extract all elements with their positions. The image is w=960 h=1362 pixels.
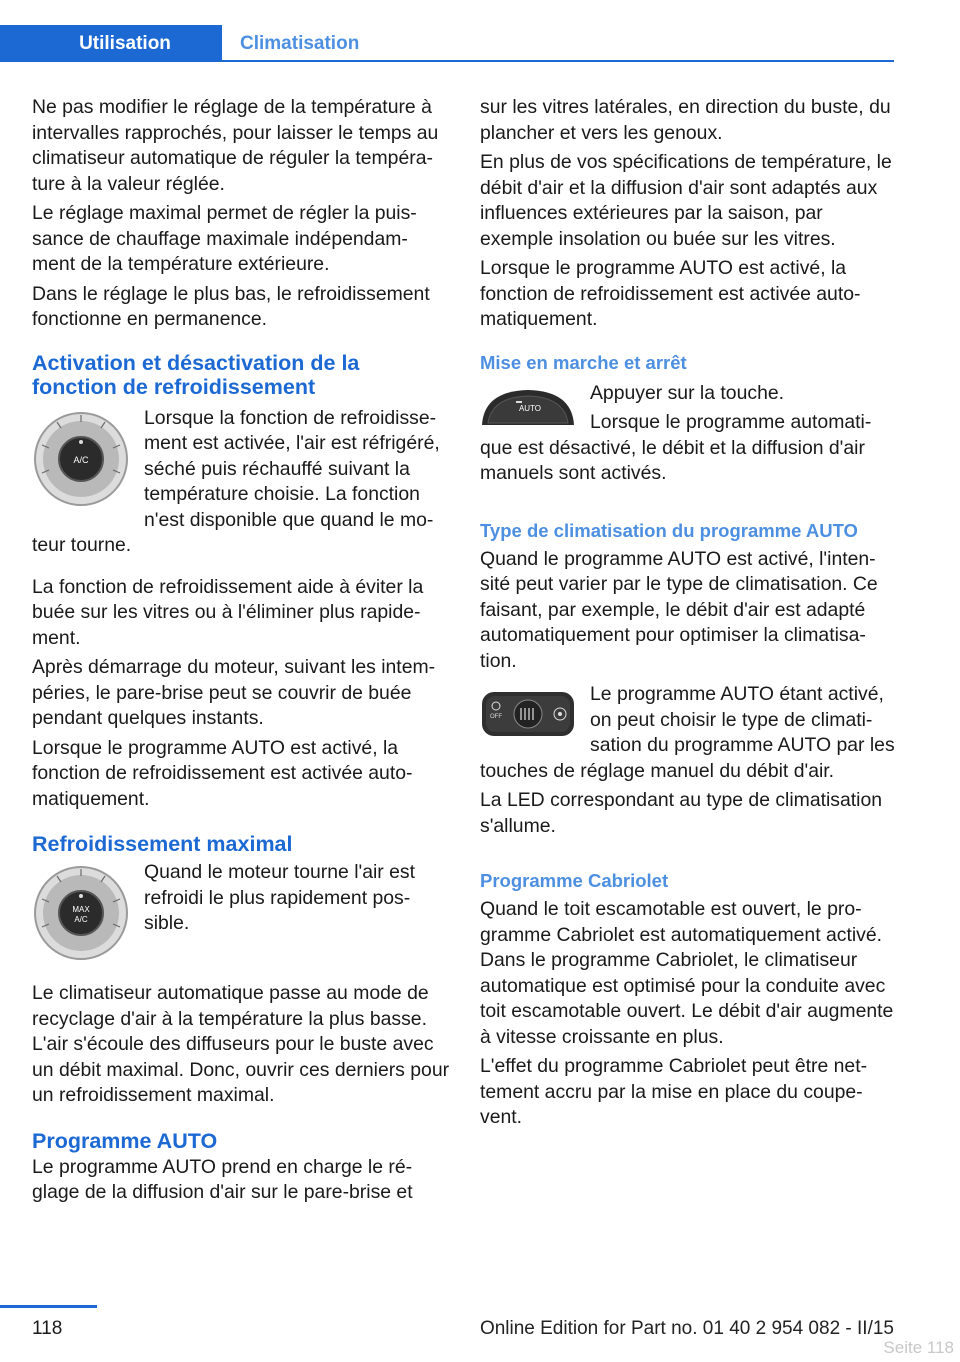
- max-block: [32, 860, 450, 937]
- right-column: [480, 95, 898, 1135]
- paragraph: Quand le toit escamotable est ouvert, le pro‐ gramme Cabriolet est automatiquement activé. Dans le programme Cabriolet, le climatiseur automatique est optimisé pour la conduite avec toit escamotable ouvert. Le débit d'air augmente à vitesse croissante en plus.: [480, 898, 894, 1048]
- paragraph: La fonction de refroidissement aide à éviter la buée sur les vitres ou à l'éliminer plus rapide‐ ment.: [32, 575, 424, 649]
- fan-speed-controls-icon: [480, 686, 576, 747]
- heading-programme-cabriolet: Programme Cabriolet: [480, 870, 669, 891]
- max-ac-button-icon: [32, 864, 130, 967]
- off-icon-label: OFF: [490, 714, 502, 720]
- watermark: Seite 118: [883, 1338, 954, 1357]
- tab-utilisation[interactable]: Utilisation: [0, 25, 222, 62]
- paragraph: Quand le programme AUTO est activé, l'inten‐ sité peut varier par le type de climatisation. Ce faisant, par exemple, le débit d'air est adapté automatiquement pour optimiser la climatisa‐ tion.: [480, 547, 878, 672]
- ac-button-icon: [32, 410, 130, 513]
- paragraph: L'effet du programme Cabriolet peut être net‐ tement accru par la mise en place du coupe‐ vent.: [480, 1055, 868, 1128]
- paragraph: Ne pas modifier le réglage de la température à intervalles rapprochés, pour laisser le temps au climatiseur automatique de réguler la tempéra‐ ture à la valeur réglée.: [32, 96, 439, 195]
- auto-icon-label: AUTO: [518, 403, 542, 413]
- paragraph: Quand le moteur tourne l'air est refroidi le plus rapidement pos‐ sible.: [144, 861, 416, 934]
- footer-rule: [0, 1305, 97, 1308]
- tab-climatisation[interactable]: Climatisation: [240, 32, 360, 54]
- paragraph: Dans le réglage le plus bas, le refroidissement fonctionne en permanence.: [32, 282, 430, 330]
- paragraph: Appuyer sur la touche.: [590, 381, 785, 404]
- left-column: [32, 95, 450, 1210]
- page-number: 118: [32, 1318, 63, 1339]
- paragraph: Le programme AUTO prend en charge le ré‐ glage de la diffusion d'air sur le pare-brise et: [32, 1155, 413, 1203]
- paragraph: La LED correspondant au type de climatisation s'allume.: [480, 789, 883, 837]
- paragraph: Après démarrage du moteur, suivant les intem‐ péries, le pare-brise peut se couvrir de buée pendant quelques instants.: [32, 656, 436, 729]
- paragraph: Lorsque le programme AUTO est activé, la fonction de refroidissement est activée auto‐ matiquement.: [32, 736, 413, 810]
- mise-block: [480, 381, 898, 487]
- paragraph: sur les vitres latérales, en direction du buste, du plancher et vers les genoux.: [480, 96, 891, 144]
- heading-programme-auto: Programme AUTO: [32, 1128, 218, 1153]
- edition-text: Online Edition for Part no. 01 40 2 954 082 - II/15: [479, 1318, 894, 1339]
- type-block: [480, 682, 898, 784]
- activation-block: [32, 406, 450, 559]
- paragraph: Le programme AUTO étant activé, on peut choisir le type de climati‐ sation du programme AUTO par les touches de réglage manuel du débit d'air.: [480, 683, 895, 782]
- header-rule: [222, 60, 894, 62]
- paragraph: Le réglage maximal permet de régler la puis‐ sance de chauffage maximale indépendam‐ ment de la température extérieure.: [32, 202, 417, 275]
- max-icon-label-1: MAX: [72, 905, 90, 914]
- paragraph: Lorsque le programme AUTO est activé, la fonction de refroidissement est activée auto‐ matiquement.: [480, 257, 861, 330]
- heading-mise-en-marche: Mise en marche et arrêt: [480, 351, 687, 373]
- heading-type-climatisation: Type de climatisation du programme AUTO: [480, 519, 858, 541]
- paragraph: Lorsque le programme automati‐ que est désactivé, le débit et la diffusion d'air manuels sont activés.: [480, 411, 872, 484]
- paragraph: En plus de vos spécifications de température, le débit d'air et la diffusion d'air sont adaptés aux influences extérieures par la saison, par exemple insolation ou buée sur les vitres.: [480, 151, 892, 250]
- page-header: [0, 0, 960, 62]
- ac-icon-label: A/C: [73, 454, 89, 465]
- paragraph: Lorsque la fonction de refroidisse‐ ment est activée, l'air est réfrigéré, séché puis réchauffé suivant la température choisie. La fonction n'est disponible que quand le mo‐ teur tourne.: [32, 406, 440, 556]
- max-icon-label-2: A/C: [74, 915, 88, 924]
- paragraph: Le climatiseur automatique passe au mode de recyclage d'air à la température la plus basse. L'air s'écoule des diffuseurs pour le buste avec un débit maximal. Donc, ouvrir ces derniers pour un refroidissement maximal.: [32, 982, 450, 1106]
- heading-activation: Activation et désactivation de la fonction de refroidissement: [32, 350, 360, 399]
- heading-refroidissement-max: Refroidissement maximal: [32, 832, 293, 856]
- auto-button-icon: [480, 387, 576, 432]
